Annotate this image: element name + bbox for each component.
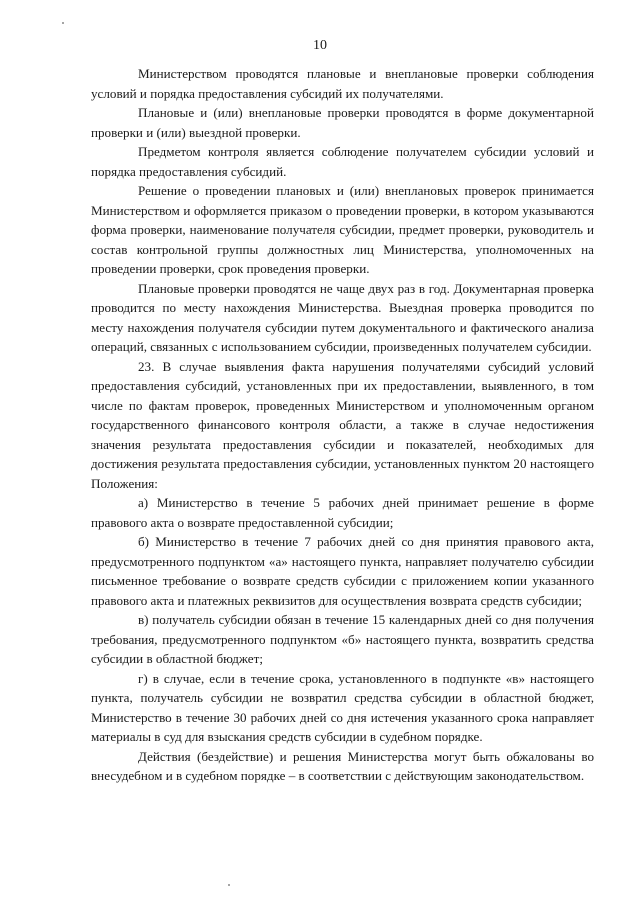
paragraph-inspections-conducted: Министерством проводятся плановые и внеплановые проверки соблюдения условий и порядка предоставления субсидий их получателями. <box>91 66 594 101</box>
paragraph-subitem-b: б) Министерство в течение 7 рабочих дней со дня принятия правового акта, предусмотренного подпунктом «а» настоящего пункта, направляет получателю субсидии письменное требование о возврате средств субсидии с приложением копии указанного правового акта и платежных реквизитов для осуществления возврата средств субсидии; <box>91 534 594 608</box>
paragraph-subitem-a: а) Министерство в течение 5 рабочих дней принимает решение в форме правового акта о возврате предоставленной субсидии; <box>91 495 594 530</box>
paragraph-appeal: Действия (бездействие) и решения Министерства могут быть обжалованы во внесудебном и в судебном порядке – в соответствии с действующим законодательством. <box>91 748 594 783</box>
paragraph-planned-inspections: Плановые проверки проводятся не чаще двух раз в год. Документарная проверка проводится по месту нахождения Министерства. Выездная проверка проводится по месту нахождения получателя субсидии путем документального и фактического анализа операций, связанных с использованием субсидии, произведенных получателем субсидии. <box>91 280 594 354</box>
document-body <box>91 64 594 786</box>
paragraph-subitem-v: в) получатель субсидии обязан в течение 15 календарных дней со дня получения требования, предусмотренного подпунктом «б» настоящего пункта, возвратить средства субсидии в областной бюджет; <box>91 612 594 666</box>
paragraph-inspection-decision: Решение о проведении плановых и (или) внеплановых проверок принимается Министерством и оформляется приказом о проведении проверки, в котором указываются форма проверки, наименование получателя субсидии, предмет проверки, руководитель и состав контрольной группы должностных лиц Министерства, уполномоченных на проведении проверки, срок проведения проверки. <box>91 183 594 276</box>
paragraph-control-subject: Предметом контроля является соблюдение получателем субсидии условий и порядка предоставления субсидий. <box>91 144 594 179</box>
scan-speck-top-left <box>62 22 64 24</box>
paragraph-inspection-forms: Плановые и (или) внеплановые проверки проводятся в форме документарной проверки и (или) выездной проверки. <box>91 105 594 140</box>
paragraph-subitem-g: г) в случае, если в течение срока, установленного в подпункте «в» настоящего пункта, получатель субсидии не возвратил средства субсидии в областной бюджет, Министерство в течение 30 рабочих дней со дня истечения указанного срока направляет материалы в суд для взыскания средств субсидии в судебном порядке. <box>91 670 594 744</box>
page-number: 10 <box>313 38 327 53</box>
paragraph-item-23: 23. В случае выявления факта нарушения получателями субсидий условий предоставления субсидий, установленных при их предоставлении, выявленного, в том числе по фактам проверок, проведенных Министерством и уполномоченным органом государственного финансового контроля области, а также в случае недостижения значения результата предоставления субсидии и показателей, необходимых для достижения результата предоставления субсидии, установленных пунктом 20 настоящего Положения: <box>91 358 594 491</box>
scan-speck-bottom <box>228 884 230 886</box>
